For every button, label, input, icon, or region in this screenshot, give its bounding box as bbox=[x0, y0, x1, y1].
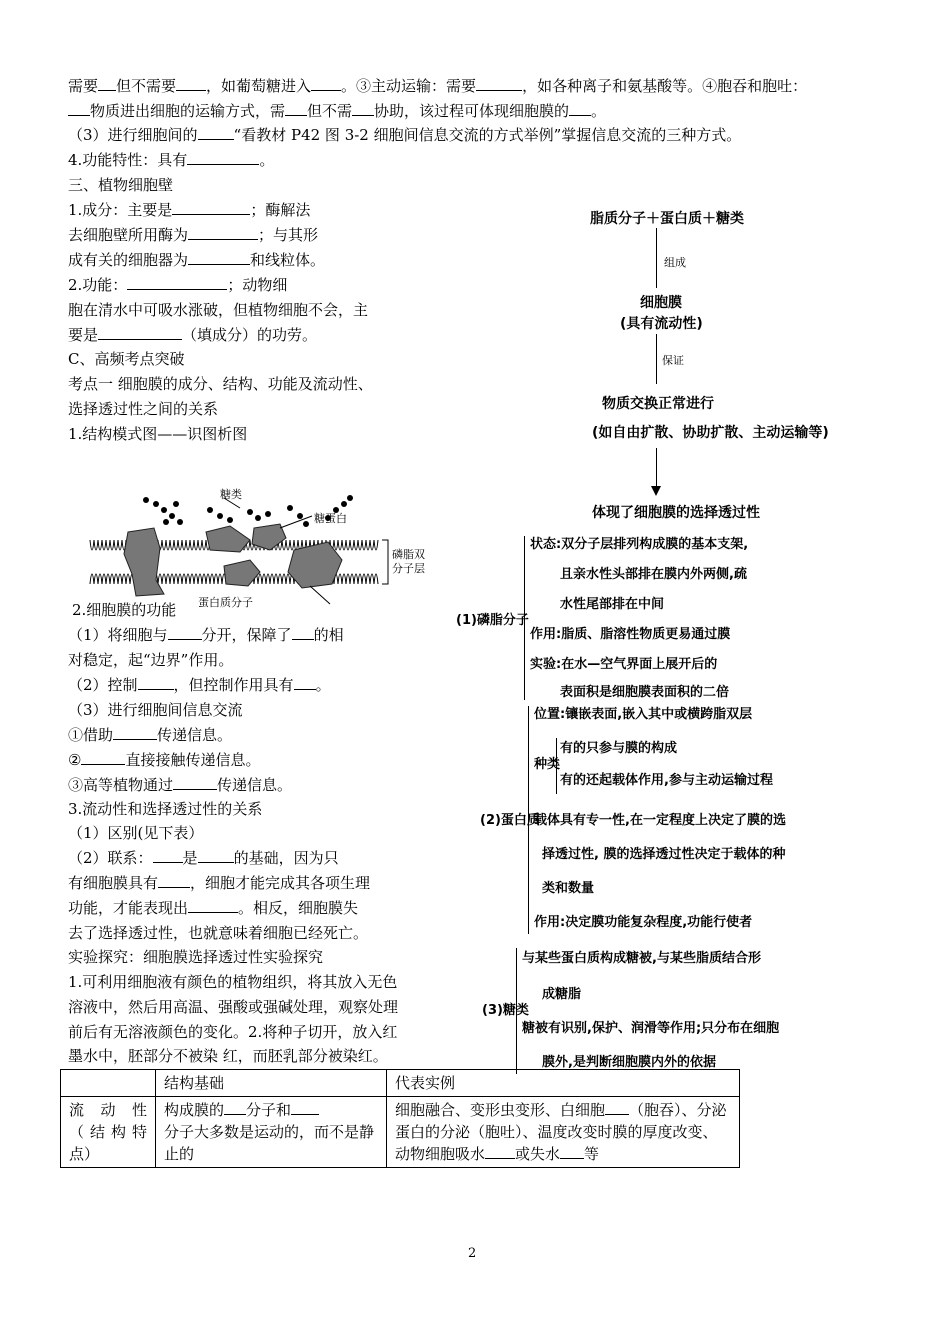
arrow-head-icon bbox=[651, 486, 661, 496]
text-line: 3.流动性和选择透过性的关系 bbox=[68, 800, 263, 818]
text-line: 4.功能特性：具有 。 bbox=[68, 151, 275, 169]
text-line: 前后有无溶液颜色的变化。2.将种子切开，放入红 bbox=[68, 1023, 398, 1041]
text-line: 要是 （填成分）的功劳。 bbox=[68, 326, 318, 344]
note-line: 有的只参与膜的构成 bbox=[560, 741, 678, 756]
heading: 三、植物细胞壁 bbox=[68, 176, 174, 194]
note-line: 种类 bbox=[534, 757, 561, 772]
text-line: 实验探究：细胞膜选择透过性实验探究 bbox=[68, 948, 324, 966]
text-line: 成有关的细胞器为 和线粒体。 bbox=[68, 251, 326, 269]
note-line: 膜外,是判断细胞膜内外的依据 bbox=[542, 1055, 716, 1070]
label-phospholipid-bilayer: 分子层 bbox=[392, 562, 425, 575]
text-line: 考点一 细胞膜的成分、结构、功能及流动性、 bbox=[68, 375, 373, 393]
note-line: 择透过性, 膜的选择透过性决定于载体的种 bbox=[542, 847, 786, 862]
table-cell: 流 动 性（结构特点） bbox=[61, 1097, 156, 1168]
text-line: 墨水中，胚部分不被染 红，而胚乳部分被染红。 bbox=[68, 1047, 388, 1065]
text-line: 1.成分：主要是 ；酶解法 bbox=[68, 201, 311, 219]
flow-transport-examples: (如自由扩散、协助扩散、主动运输等) bbox=[592, 425, 829, 441]
text-line: （3）进行细胞间信息交流 bbox=[68, 701, 243, 719]
text-line: ③高等植物通过 传递信息。 bbox=[68, 776, 293, 794]
comparison-table bbox=[60, 1069, 740, 1168]
text-line: （2）联系： 是 的基础，因为只 bbox=[68, 849, 339, 867]
text-line: 选择透过性之间的关系 bbox=[68, 400, 219, 418]
text-line: 胞在清水中可吸水涨破，但植物细胞不会，主 bbox=[68, 301, 369, 319]
note-line: 成糖脂 bbox=[542, 987, 582, 1002]
flow-arrow bbox=[656, 228, 657, 288]
text-line: 去细胞壁所用酶为 ；与其形 bbox=[68, 226, 319, 244]
note-line: 且亲水性头部排在膜内外两侧,疏 bbox=[560, 567, 747, 582]
note-line: 类和数量 bbox=[542, 881, 595, 896]
note-line: 水性尾部排在中间 bbox=[560, 597, 665, 612]
flow-label-ensure: 保证 bbox=[662, 354, 684, 367]
text-line: 1.结构模式图——识图析图 bbox=[68, 425, 248, 443]
table-header-row bbox=[61, 1070, 740, 1097]
flow-fluidity: (具有流动性) bbox=[620, 316, 703, 332]
text-line: 1.可利用细胞液有颜色的植物组织，将其放入无色 bbox=[68, 973, 398, 991]
text-line: （1）将细胞与 分开，保障了 的相 bbox=[68, 626, 344, 644]
table-header-cell: 结构基础 bbox=[156, 1070, 387, 1097]
flow-selective-permeability: 体现了细胞膜的选择透过性 bbox=[592, 505, 760, 521]
text-line: （3）进行细胞间的 “看教材 P42 图 3-2 细胞间信息交流的方式举例”掌握信息交流的三种方式。 bbox=[68, 126, 742, 144]
note-line: 表面积是细胞膜表面积的二倍 bbox=[560, 685, 730, 700]
text-line: 物质进出细胞的运输方式，需 但不需 协助，该过程可体现细胞膜的 。 bbox=[68, 100, 606, 122]
label-protein-molecule: 蛋白质分子 bbox=[198, 596, 253, 609]
table-header-cell: 代表实例 bbox=[387, 1070, 740, 1097]
flow-arrow bbox=[656, 334, 657, 384]
note-line: 实验:在水—空气界面上展开后的 bbox=[530, 657, 718, 672]
flow-components: 脂质分子＋蛋白质＋糖类 bbox=[590, 211, 744, 227]
note-line: 载体具有专一性,在一定程度上决定了膜的选 bbox=[534, 813, 786, 828]
table-cell: 构成膜的 分子和 分子大多数是运动的，而不是静止的 bbox=[156, 1097, 387, 1168]
flow-exchange: 物质交换正常进行 bbox=[602, 396, 714, 412]
text-line: 2.功能： ；动物细 bbox=[68, 276, 288, 294]
note-line: 位置:镶嵌表面,嵌入其中或横跨脂双层 bbox=[534, 707, 753, 722]
table-row bbox=[61, 1097, 740, 1168]
text-line: 去了选择透过性，也就意味着细胞已经死亡。 bbox=[68, 924, 369, 942]
page-number: 2 bbox=[468, 1246, 477, 1261]
table-header-cell bbox=[61, 1070, 156, 1097]
membrane-diagram bbox=[80, 488, 440, 609]
text-line: 功能，才能表现出 。相反，细胞膜失 bbox=[68, 899, 359, 917]
text-line: （1）区别(见下表） bbox=[68, 824, 204, 842]
text-line: 有细胞膜具有 ，细胞才能完成其各项生理 bbox=[68, 874, 371, 892]
label-glycoprotein: 糖蛋白 bbox=[314, 512, 347, 525]
subheading: 2.细胞膜的功能 bbox=[72, 601, 177, 619]
note-line: 状态:双分子层排列构成膜的基本支架, bbox=[530, 537, 749, 552]
protein-label: (2)蛋白质 bbox=[480, 813, 540, 828]
text-line: （2）控制 ，但控制作用具有 。 bbox=[68, 676, 331, 694]
note-line: 糖被有识别,保护、润滑等作用;只分布在细胞 bbox=[522, 1021, 780, 1036]
sugar-label: (3)糖类 bbox=[482, 1003, 529, 1018]
note-line: 作用:脂质、脂溶性物质更易通过膜 bbox=[530, 627, 731, 642]
text-line: 溶液中，然后用高温、强酸或强碱处理，观察处理 bbox=[68, 998, 399, 1016]
note-line: 与某些蛋白质构成糖被,与某些脂质结合形 bbox=[522, 951, 761, 966]
note-line: 作用:决定膜功能复杂程度,功能行使者 bbox=[534, 915, 753, 930]
note-line: 有的还起载体作用,参与主动运输过程 bbox=[560, 773, 773, 788]
text-line: 需要 但不需要 ，如葡萄糖进入 。③主动运输：需要 ，如各种离子和氨基酸等。④胞吞和胞吐： bbox=[68, 77, 808, 95]
flow-label-compose: 组成 bbox=[664, 256, 686, 269]
table-cell: 细胞融合、变形虫变形、白细胞 （胞吞）、分泌蛋白的分泌（胞吐）、温度改变时膜的厚度改变、动物细胞吸水 或失水 等 bbox=[387, 1097, 740, 1168]
label-phospholipid-bilayer: 磷脂双 bbox=[392, 548, 425, 561]
text-line: ② 直接接触传递信息。 bbox=[68, 751, 261, 769]
heading: C、高频考点突破 bbox=[68, 350, 185, 368]
text-line: ①借助 传递信息。 bbox=[68, 726, 233, 744]
label-sugar: 糖类 bbox=[220, 488, 242, 501]
phospholipid-label: (1)磷脂分子 bbox=[456, 613, 529, 628]
text-line: 对稳定，起“边界”作用。 bbox=[68, 651, 234, 669]
flow-cell-membrane: 细胞膜 bbox=[640, 295, 682, 311]
